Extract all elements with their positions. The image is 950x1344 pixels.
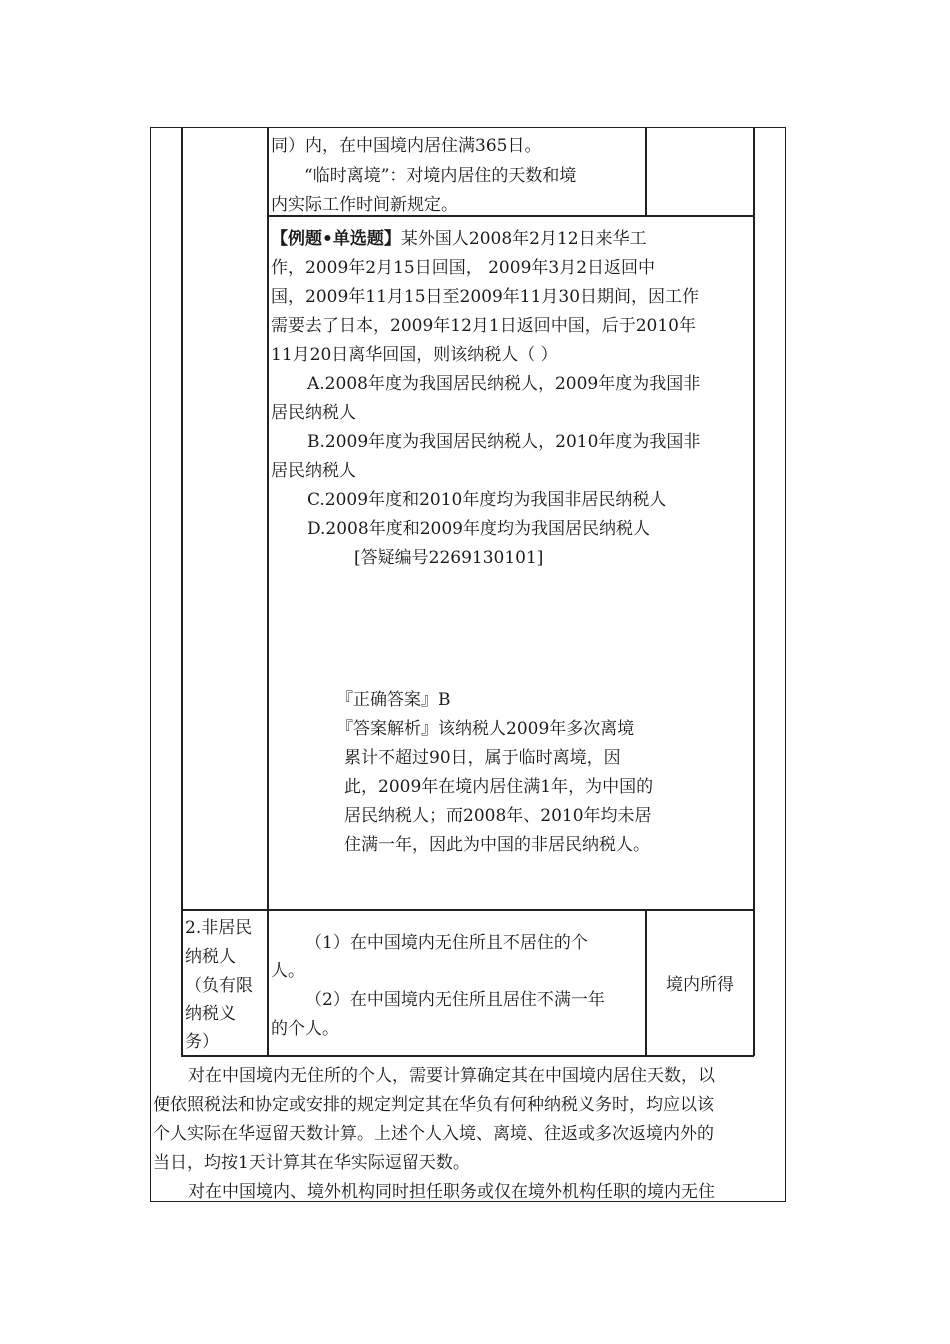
example-question — [271, 225, 647, 253]
table-left-border — [181, 128, 183, 1056]
example-label: 【例题•单选题】 — [271, 229, 401, 249]
paragraph-2-line-1: 对在中国境内、境外机构同时担任职务或仅在境外机构任职的境内无住 — [188, 1182, 715, 1202]
nonresident-label-5: 务） — [185, 1032, 219, 1052]
tax-scope: 境内所得 — [666, 975, 734, 995]
example-line-2: 作，2009年2月15日回国， 2009年3月2日返回中 — [271, 258, 656, 278]
option-c: C.2009年度和2010年度均为我国非居民纳税人 — [307, 490, 667, 510]
nonresident-label-2: 纳税人 — [185, 947, 236, 967]
nonresident-label-1: 2.非居民 — [185, 918, 253, 938]
example-line-4: 需要去了日本，2009年12月1日返回中国，后于2010年 — [271, 316, 696, 336]
top-row-line-2: “临时离境”：对境内居住的天数和境 — [304, 166, 577, 186]
nonresident-label-3: （负有限 — [185, 976, 253, 996]
nonresident-def-3: （2）在中国境内无住所且居住不满一年 — [305, 990, 605, 1010]
nonresident-def-1: （1）在中国境内无住所且不居住的个 — [305, 933, 588, 953]
table-col-divider-3-mid — [753, 215, 755, 911]
nonresident-label-4: 纳税义 — [185, 1004, 236, 1024]
table-row-divider-2 — [181, 909, 754, 911]
nonresident-def-4: 的个人。 — [271, 1019, 339, 1039]
paragraph-1-line-1: 对在中国境内无住所的个人，需要计算确定其在中国境内居住天数，以 — [188, 1066, 715, 1086]
paragraph-1-line-2: 便依照税法和协定或安排的规定判定其在华负有何种纳税义务时，均应以该 — [153, 1095, 714, 1115]
nonresident-def-2: 人。 — [271, 961, 305, 981]
table-col-divider-2-top — [645, 128, 647, 216]
option-b-line-1: B.2009年度为我国居民纳税人，2010年度为我国非 — [307, 432, 701, 452]
table-col-divider-1 — [267, 128, 269, 1056]
correct-answer: 『正确答案』B — [336, 690, 451, 710]
example-line-3: 国，2009年11月15日至2009年11月30日期间，因工作 — [271, 287, 700, 307]
answer-explanation-2: 累计不超过90日，属于临时离境，因 — [344, 748, 621, 768]
answer-explanation-1: 『答案解析』该纳税人2009年多次离境 — [336, 719, 635, 739]
paragraph-1-line-4: 当日，均按1天计算其在华实际逗留天数。 — [153, 1153, 470, 1173]
table-col-divider-3-bottom — [753, 909, 755, 1056]
table-bottom-border — [181, 1055, 754, 1057]
paragraph-1-line-3: 个人实际在华逗留天数计算。上述个人入境、离境、往返或多次返境内外的 — [153, 1124, 714, 1144]
example-line-5: 11月20日离华回国，则该纳税人（ ） — [271, 345, 558, 365]
option-b-line-2: 居民纳税人 — [271, 461, 356, 481]
example-line-1: 某外国人2008年2月12日来华工 — [400, 229, 647, 249]
table-col-divider-3-top — [753, 128, 755, 216]
answer-explanation-5: 住满一年，因此为中国的非居民纳税人。 — [344, 835, 650, 855]
answer-explanation-4: 居民纳税人；而2008年、2010年均未居 — [344, 806, 652, 826]
option-a-line-1: A.2008年度为我国居民纳税人，2009年度为我国非 — [307, 374, 701, 394]
option-d: D.2008年度和2009年度均为我国居民纳税人 — [307, 519, 650, 539]
answer-explanation-3: 此，2009年在境内居住满1年，为中国的 — [344, 777, 654, 797]
top-row-line-1: 同）内，在中国境内居住满365日。 — [271, 136, 542, 156]
option-a-line-2: 居民纳税人 — [271, 403, 356, 423]
top-row-line-3: 内实际工作时间新规定。 — [271, 195, 458, 215]
question-id: [答疑编号2269130101] — [354, 548, 544, 568]
